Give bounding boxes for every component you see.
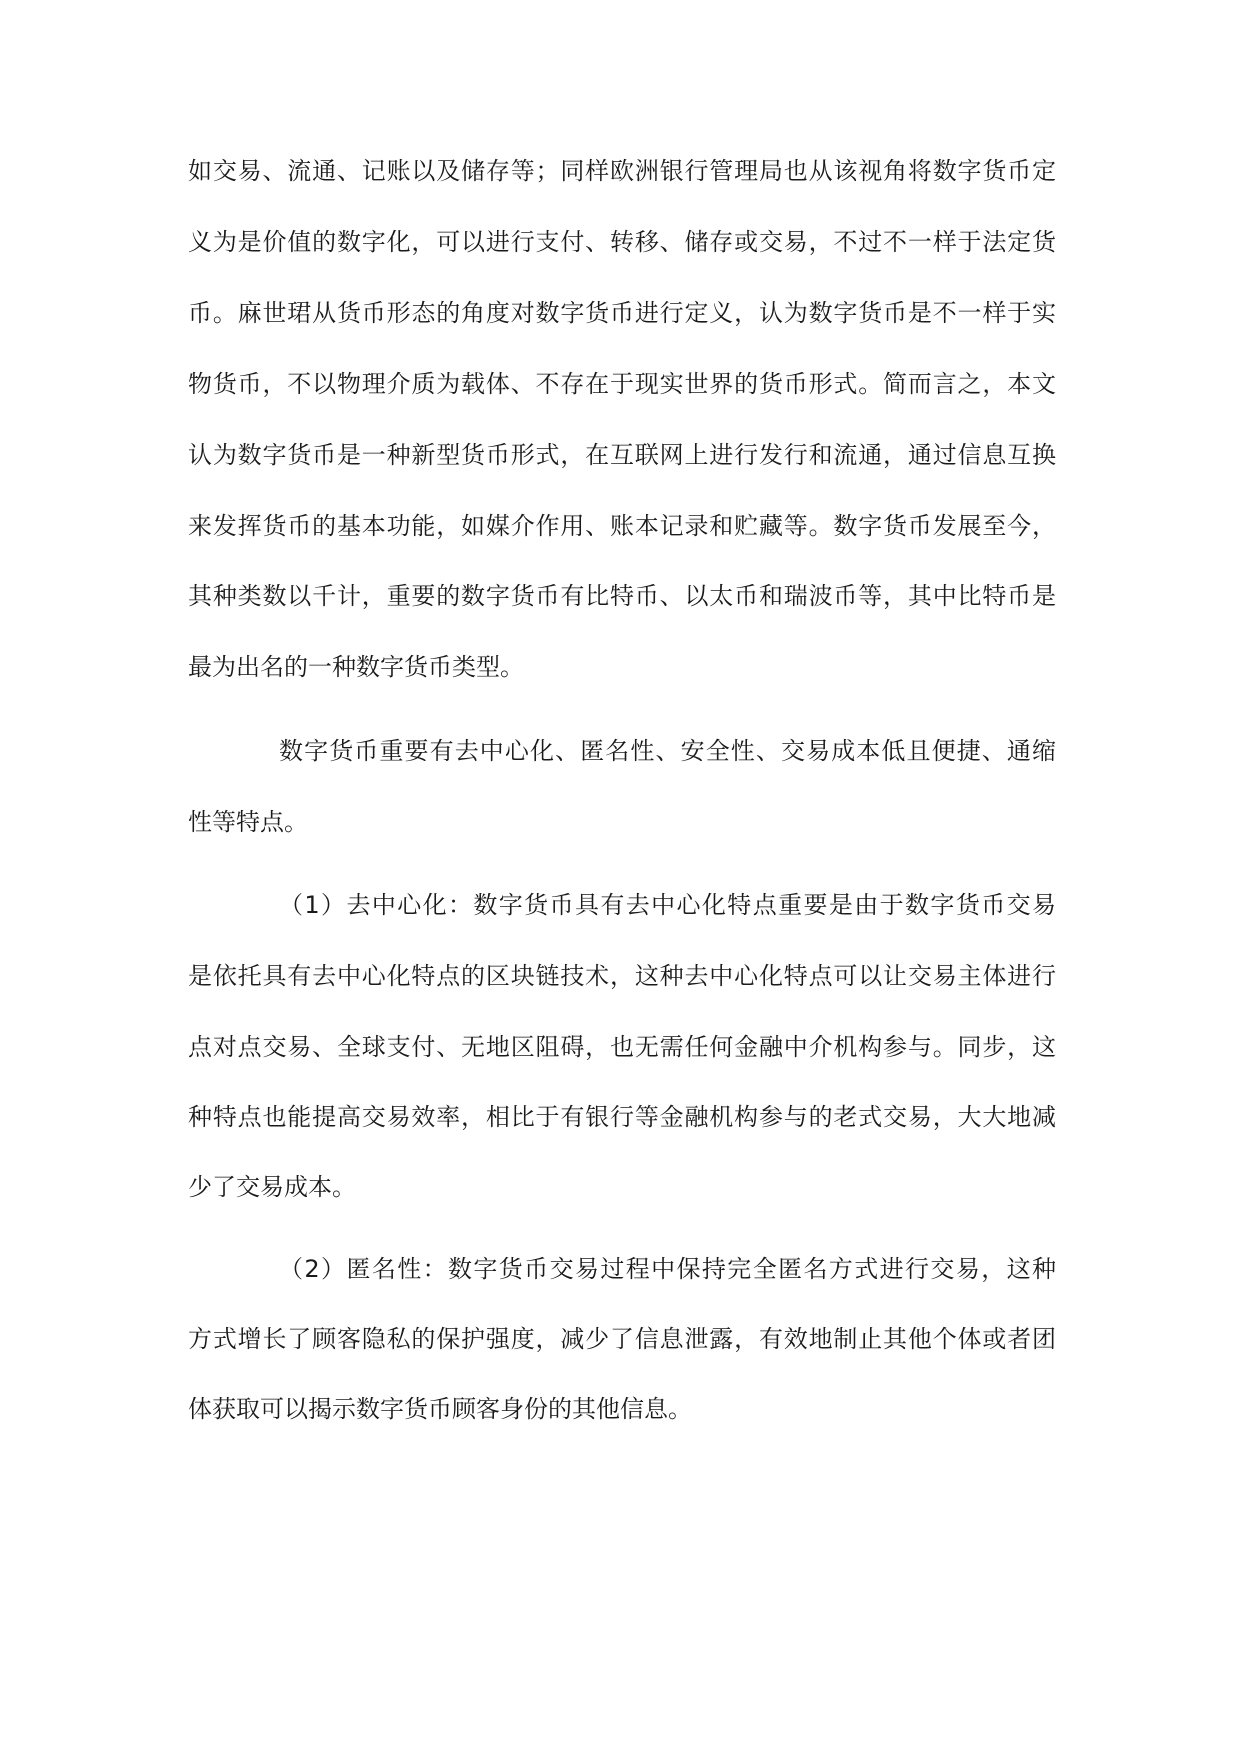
- paragraph-2-line-2: 性等特点。: [188, 808, 308, 836]
- paragraph-4-line-1: （2）匿名性：数字货币交易过程中保持完全匿名方式进行交易，这种: [279, 1255, 1056, 1283]
- paragraph-3-line-1: （1）去中心化：数字货币具有去中心化特点重要是由于数字货币交易: [279, 891, 1056, 919]
- paragraph-1-line-1: 如交易、流通、记账以及储存等；同样欧洲银行管理局也从该视角将数字货币定: [188, 157, 1056, 185]
- paragraph-4-line-2: 方式增长了顾客隐私的保护强度，减少了信息泄露，有效地制止其他个体或者团: [188, 1325, 1056, 1353]
- paragraph-3-line-2: 是依托具有去中心化特点的区块链技术，这种去中心化特点可以让交易主体进行: [188, 962, 1056, 990]
- paragraph-1-line-5: 认为数字货币是一种新型货币形式，在互联网上进行发行和流通，通过信息互换: [188, 441, 1056, 469]
- paragraph-1-line-6: 来发挥货币的基本功能，如媒介作用、账本记录和贮藏等。数字货币发展至今，: [188, 512, 1056, 540]
- paragraph-2-line-1: 数字货币重要有去中心化、匿名性、安全性、交易成本低且便捷、通缩: [279, 737, 1056, 765]
- paragraph-1-line-4: 物货币，不以物理介质为载体、不存在于现实世界的货币形式。简而言之，本文: [188, 370, 1056, 398]
- paragraph-3-line-3: 点对点交易、全球支付、无地区阻碍，也无需任何金融中介机构参与。同步，这: [188, 1033, 1056, 1061]
- paragraph-1-line-8: 最为出名的一种数字货币类型。: [188, 653, 524, 681]
- paragraph-1-line-7: 其种类数以千计，重要的数字货币有比特币、以太币和瑞波币等，其中比特币是: [188, 582, 1056, 610]
- paragraph-4-line-3: 体获取可以揭示数字货币顾客身份的其他信息。: [188, 1395, 692, 1423]
- paragraph-1-line-2: 义为是价值的数字化，可以进行支付、转移、储存或交易，不过不一样于法定货: [188, 228, 1056, 256]
- paragraph-3-line-5: 少了交易成本。: [188, 1173, 356, 1201]
- paragraph-3-line-4: 种特点也能提高交易效率，相比于有银行等金融机构参与的老式交易，大大地减: [188, 1103, 1056, 1131]
- paragraph-1-line-3: 币。麻世珺从货币形态的角度对数字货币进行定义，认为数字货币是不一样于实: [188, 299, 1056, 327]
